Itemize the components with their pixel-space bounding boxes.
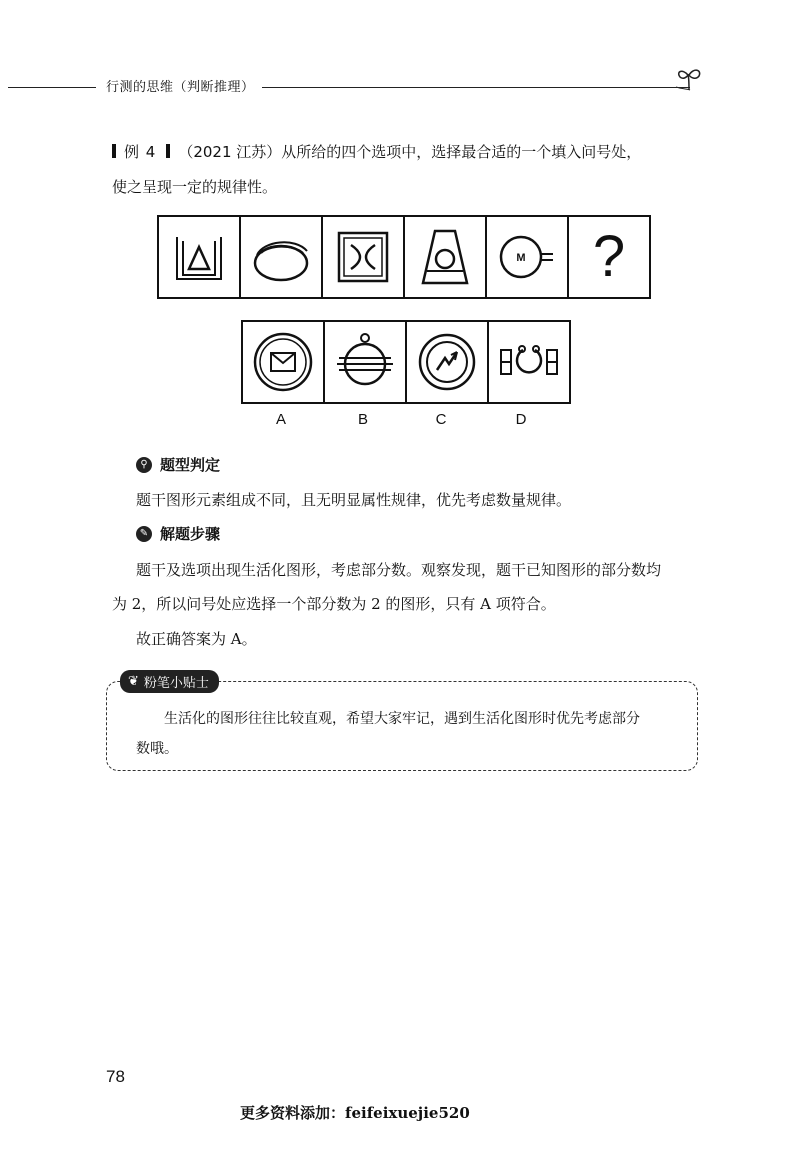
question-prompt (112, 141, 641, 162)
footer-note: 更多资料添加：feifeixuejie520 (240, 1104, 470, 1122)
figure-cell-question (569, 217, 649, 297)
label-bar-right (166, 144, 170, 158)
header-rule-left (8, 87, 96, 88)
framed-curves-icon (323, 217, 403, 297)
magnifier-icon: ⚲ (136, 457, 152, 473)
section-steps-body-2: 为 2，所以问号处应选择一个部分数为 2 的图形，只有 A 项符合。 (112, 595, 556, 613)
figure-cell-2 (241, 217, 323, 297)
option-label-b: B (357, 411, 368, 428)
pen-icon: ✎ (136, 526, 152, 542)
ring-icon (241, 217, 321, 297)
figure-cell-5 (487, 217, 569, 297)
option-b-figure[interactable] (325, 322, 407, 402)
tip-text-line1: 生活化的图形往往比较直观，希望大家牢记，遇到生活化图形时优先考虑部分 (164, 711, 640, 727)
tip-tag: ❦ 粉笔小贴士 (120, 670, 219, 693)
sprout-icon (674, 64, 704, 92)
option-c-figure[interactable] (407, 322, 489, 402)
question-mark: ? (592, 224, 626, 289)
header-rule-right (262, 87, 690, 88)
prompt-text: （2021 江苏）从所给的四个选项中，选择最合适的一个填入问号处， (178, 143, 642, 161)
figure-cell-1 (159, 217, 241, 297)
plug-icon (487, 217, 567, 297)
tip-text-line2: 数哦。 (136, 741, 178, 757)
option-d-figure[interactable] (489, 322, 569, 402)
box-triangle-icon (159, 217, 239, 297)
dumbbell-ring-icon (489, 322, 569, 402)
options-figure-row (241, 320, 571, 404)
figure-cell-3 (323, 217, 405, 297)
option-a-figure[interactable] (243, 322, 325, 402)
figure-cell-4 (405, 217, 487, 297)
label-bar-left (112, 144, 116, 158)
section-steps-body-1: 题干及选项出现生活化图形，考虑部分数。观察发现，题干已知图形的部分数均 (136, 561, 662, 579)
page-number: 78 (106, 1067, 125, 1086)
running-header-title: 行测的思维（判断推理） (106, 80, 255, 95)
answer-statement: 故正确答案为 A。 (136, 630, 257, 648)
leaf-icon: ❦ (128, 674, 139, 689)
section-heading-type: ⚲ 题型判定 (136, 454, 220, 475)
option-label-c: C (435, 411, 447, 428)
metronome-icon (405, 217, 485, 297)
option-label-d: D (515, 411, 527, 428)
prompt-text-cont: 使之呈现一定的规律性。 (112, 178, 278, 196)
question-figure-row (157, 215, 651, 299)
section-type-body: 题干图形元素组成不同，且无明显属性规律，优先考虑数量规律。 (136, 491, 572, 509)
envelope-icon (243, 322, 323, 402)
planet-icon (325, 322, 405, 402)
section-heading-steps: ✎ 解题步骤 (136, 523, 220, 544)
example-label: 例 4 (124, 143, 157, 161)
figure-letter-m: M (516, 252, 526, 264)
option-label-a: A (275, 411, 286, 428)
lightning-circle-icon (407, 322, 487, 402)
